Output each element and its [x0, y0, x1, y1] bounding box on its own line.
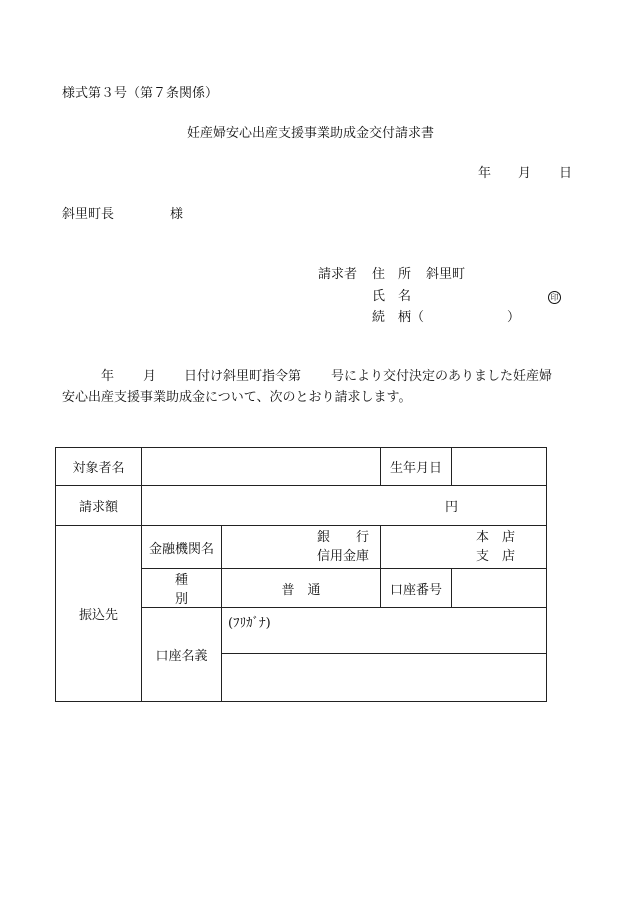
addressee-name: 斜里町長 [62, 207, 115, 222]
requester-label: 請求者 [318, 267, 358, 282]
seal-mark [548, 289, 561, 305]
bank-type-bank: 銀 行 [317, 530, 370, 545]
date-month-label: 月 [518, 166, 532, 181]
branch-type-branch: 支 店 [476, 549, 516, 564]
document-title: 妊産婦安心出産支援事業助成金交付請求書 [187, 126, 435, 141]
birthdate-field[interactable] [452, 448, 547, 486]
branch-type-main: 本 店 [476, 530, 516, 545]
form-number: 様式第３号（第７条関係） [62, 86, 219, 101]
transfer-label: 振込先 [56, 526, 142, 702]
subject-name-label: 対象者名 [56, 448, 142, 486]
kind-label-text: 種 別 [174, 573, 257, 607]
relation-label: 続 柄（ [372, 310, 425, 325]
claim-form-table [55, 447, 547, 702]
address-value: 斜里町 [426, 267, 466, 282]
seal-icon: 印 [548, 291, 561, 304]
kind-label [142, 569, 257, 608]
amount-label: 請求額 [56, 486, 142, 526]
account-name-label: 口座名義 [142, 608, 222, 702]
account-number-label: 口座番号 [381, 569, 452, 608]
bank-label: 金融機関名 [142, 526, 222, 569]
bank-field[interactable] [222, 526, 381, 569]
date-year-label: 年 [478, 166, 492, 181]
account-name-field[interactable] [222, 654, 547, 702]
body-line2: 安心出産支援事業助成金について、次のとおり請求します。 [62, 390, 412, 405]
branch-field[interactable] [381, 526, 547, 569]
furigana-label: (ﾌﾘｶﾞﾅ) [228, 616, 271, 631]
name-label: 氏 名 [372, 289, 412, 304]
body-month: 月 [143, 369, 157, 384]
body-line1-rest: 号により交付決定のありました妊産婦 [331, 369, 553, 384]
body-day-directive: 日付け斜里町指令第 [184, 369, 302, 384]
address-label: 住 所 [372, 267, 412, 282]
relation-close: ） [507, 310, 521, 325]
bank-type-credit: 信用金庫 [317, 549, 370, 564]
amount-field[interactable] [142, 486, 547, 526]
furigana-field[interactable] [222, 608, 547, 654]
account-number-field[interactable] [452, 569, 547, 608]
amount-unit: 円 [445, 500, 459, 515]
subject-name-field[interactable] [142, 448, 381, 486]
kind-value[interactable]: 普 通 [222, 569, 381, 608]
body-year: 年 [101, 369, 115, 384]
date-day-label: 日 [559, 166, 573, 181]
addressee-honorific: 様 [170, 207, 184, 222]
birthdate-label: 生年月日 [381, 448, 452, 486]
